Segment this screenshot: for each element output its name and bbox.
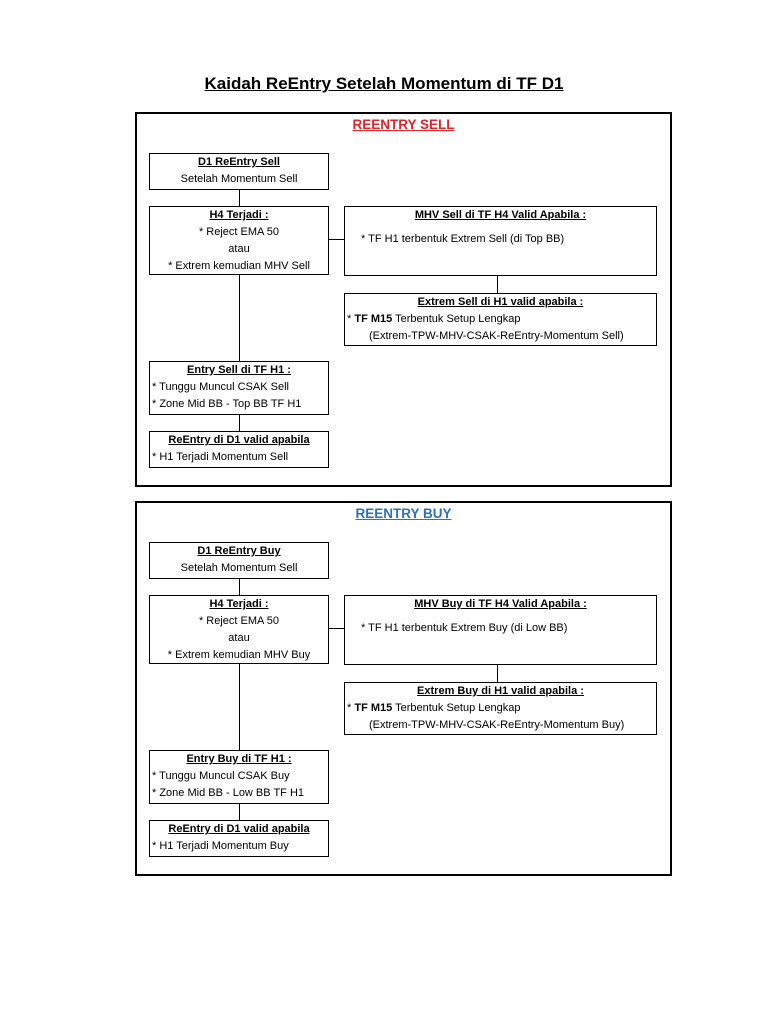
h4-condition-line: * Extrem kemudian MHV Sell xyxy=(168,260,310,272)
mhv-validity-line: * TF H1 terbentuk Extrem Buy (di Low BB) xyxy=(361,622,568,634)
extrem-h1-title: Extrem Sell di H1 valid apabila : xyxy=(417,296,584,308)
entry-h1-box xyxy=(149,750,329,804)
extrem-h1-tf-label: TF M15 xyxy=(354,702,393,714)
mhv-validity-box xyxy=(344,206,657,276)
reentry-valid-title: ReEntry di D1 valid apabila xyxy=(168,434,310,446)
h4-condition-box xyxy=(149,595,329,664)
mhv-validity-title: MHV Sell di TF H4 Valid Apabila : xyxy=(414,209,587,221)
connector-h4-mhv xyxy=(327,239,345,240)
connector-d1-h4 xyxy=(239,189,240,207)
entry-h1-title: Entry Sell di TF H1 : xyxy=(187,364,291,376)
connector-h4-entry xyxy=(239,662,240,751)
entry-h1-line: * Tunggu Muncul CSAK Buy xyxy=(152,770,290,782)
entry-h1-line: * Zone Mid BB - Top BB TF H1 xyxy=(152,398,302,410)
mhv-validity-box xyxy=(344,595,657,665)
connector-mhv-extrem xyxy=(497,664,498,682)
h4-condition-title: H4 Terjadi : xyxy=(209,598,269,610)
reentry-buy-panel xyxy=(135,501,672,876)
extrem-h1-star: * xyxy=(347,702,355,714)
extrem-h1-line xyxy=(345,311,656,328)
extrem-h1-setup-text: Terbentuk Setup Lengkap xyxy=(392,702,521,714)
mhv-validity-title: MHV Buy di TF H4 Valid Apabila : xyxy=(414,598,587,610)
extrem-h1-setup-sequence: (Extrem-TPW-MHV-CSAK-ReEntry-Momentum Buy) xyxy=(369,719,625,731)
h4-condition-line: atau xyxy=(228,632,250,644)
d1-reentry-box xyxy=(149,542,329,579)
extrem-h1-box xyxy=(344,682,657,735)
d1-reentry-box xyxy=(149,153,329,190)
extrem-h1-tf-label: TF M15 xyxy=(354,313,393,325)
reentry-valid-title: ReEntry di D1 valid apabila xyxy=(168,823,310,835)
h4-condition-box xyxy=(149,206,329,275)
h4-condition-title: H4 Terjadi : xyxy=(209,209,269,221)
h4-condition-line: atau xyxy=(228,243,250,255)
reentry-sell-heading: REENTRY SELL xyxy=(352,117,455,132)
d1-reentry-subtitle: Setelah Momentum Sell xyxy=(180,173,298,185)
entry-h1-line: * Tunggu Muncul CSAK Sell xyxy=(152,381,289,393)
extrem-h1-box xyxy=(344,293,657,346)
reentry-sell-panel xyxy=(135,112,672,487)
h4-condition-line: * Reject EMA 50 xyxy=(198,226,280,238)
connector-mhv-extrem xyxy=(497,275,498,293)
reentry-valid-box xyxy=(149,431,329,468)
h4-condition-line: * Extrem kemudian MHV Buy xyxy=(167,649,311,661)
extrem-h1-title: Extrem Buy di H1 valid apabila : xyxy=(417,685,584,697)
extrem-h1-line xyxy=(345,700,656,717)
connector-d1-h4 xyxy=(239,578,240,596)
entry-h1-title: Entry Buy di TF H1 : xyxy=(186,753,292,765)
connector-entry-valid xyxy=(239,415,240,432)
d1-reentry-title: D1 ReEntry Sell xyxy=(198,156,280,168)
d1-reentry-title: D1 ReEntry Buy xyxy=(197,545,281,557)
reentry-valid-box xyxy=(149,820,329,857)
entry-h1-line: * Zone Mid BB - Low BB TF H1 xyxy=(152,787,305,799)
connector-h4-mhv xyxy=(327,628,345,629)
reentry-buy-heading: REENTRY BUY xyxy=(355,506,452,521)
document-title: Kaidah ReEntry Setelah Momentum di TF D1 xyxy=(204,74,564,93)
d1-reentry-subtitle: Setelah Momentum Sell xyxy=(180,562,298,574)
reentry-valid-line: * H1 Terjadi Momentum Buy xyxy=(152,840,289,852)
extrem-h1-star: * xyxy=(347,313,355,325)
extrem-h1-setup-sequence: (Extrem-TPW-MHV-CSAK-ReEntry-Momentum Sell) xyxy=(369,330,624,342)
reentry-valid-line: * H1 Terjadi Momentum Sell xyxy=(152,451,289,463)
entry-h1-box xyxy=(149,361,329,415)
extrem-h1-setup-text: Terbentuk Setup Lengkap xyxy=(392,313,521,325)
h4-condition-line: * Reject EMA 50 xyxy=(198,615,280,627)
connector-h4-entry xyxy=(239,273,240,362)
connector-entry-valid xyxy=(239,804,240,821)
mhv-validity-line: * TF H1 terbentuk Extrem Sell (di Top BB) xyxy=(361,233,565,245)
